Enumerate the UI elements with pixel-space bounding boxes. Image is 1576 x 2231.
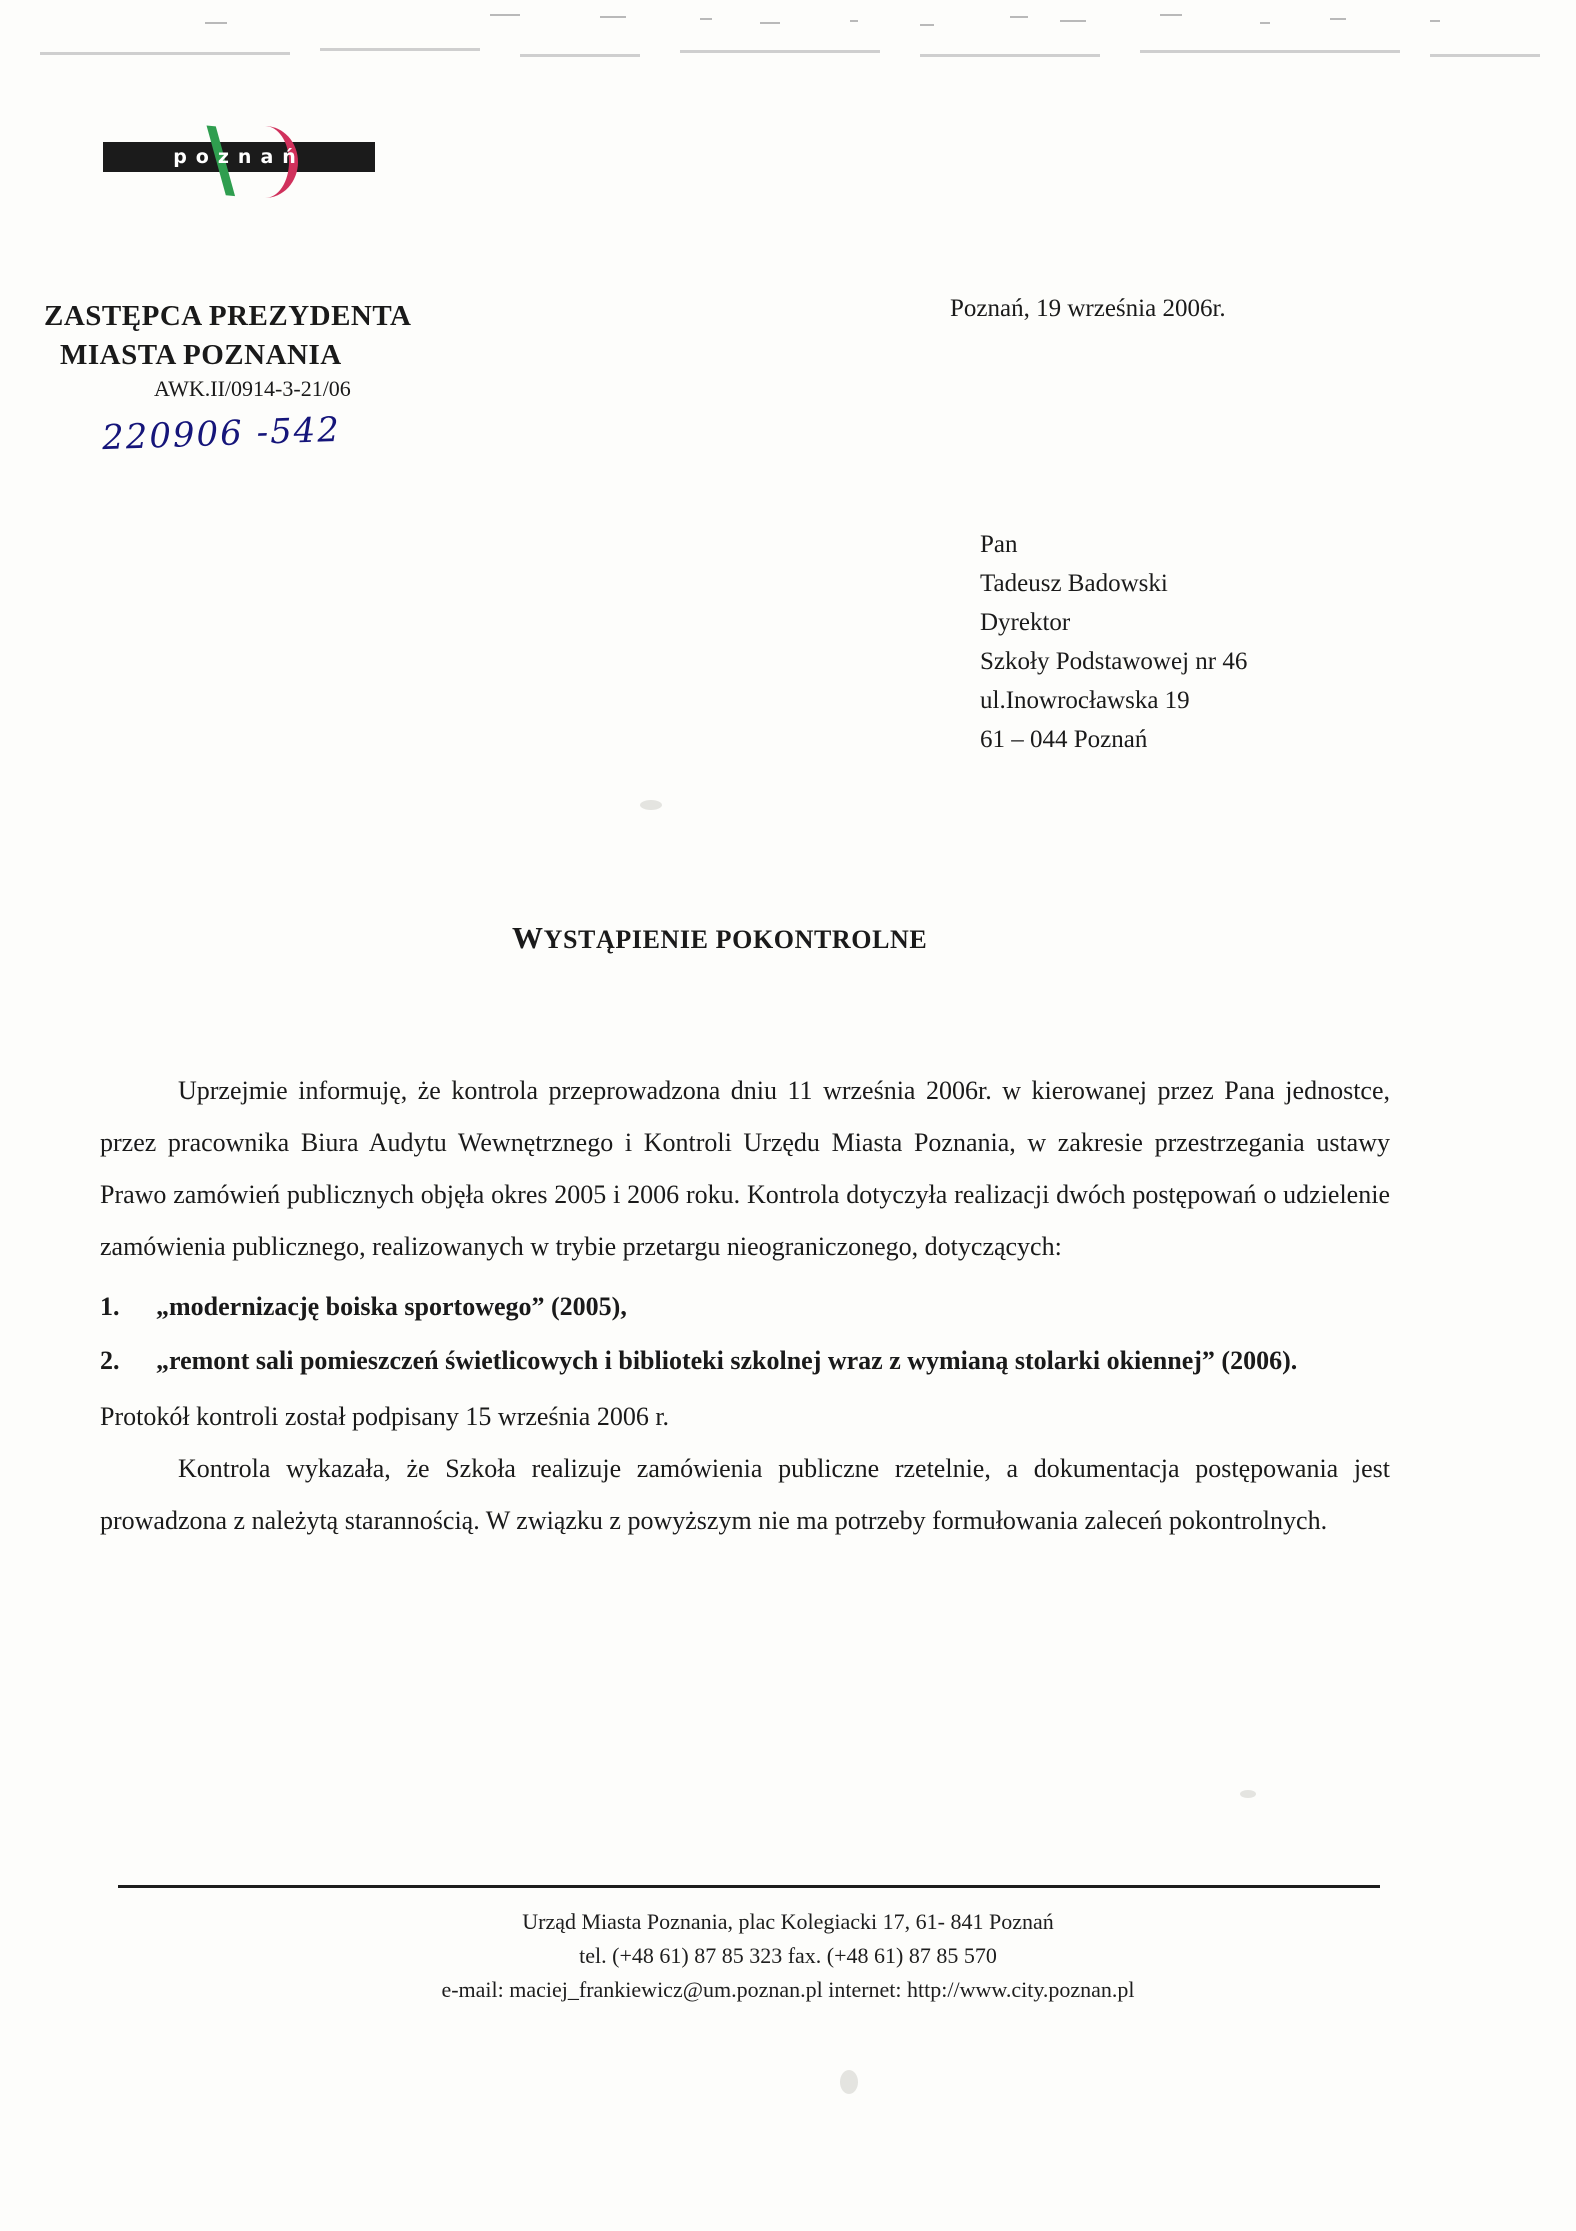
addressee-block [980, 525, 1247, 759]
list-item-number: 1. [100, 1292, 120, 1321]
logo-text: poznań [173, 146, 305, 168]
page-title-first-letter: W [512, 920, 544, 955]
list-item-label: „remont sali pomieszczeń świetlicowych i biblioteki szkolnej wraz z wymianą stolarki okiennej” (2006). [156, 1346, 1298, 1375]
addressee-position: Dyrektor [980, 609, 1071, 636]
scan-speckle [1240, 1790, 1256, 1798]
scan-artifacts [0, 0, 1576, 90]
page-title-rest: YSTĄPIENIE POKONTROLNE [543, 925, 928, 954]
footer-address: Urząd Miasta Poznania, plac Kolegiacki 17, 61- 841 Poznań [522, 1909, 1054, 1934]
footer-block [0, 1905, 1576, 2007]
body-paragraph-1: Uprzejmie informuję, że kontrola przeprowadzona dniu 11 września 2006r. w kierowanej przez Pana jednostce, przez pracownika Biura Audytu Wewnętrznego i Kontroli Urzędu Miasta Poznania, w zakresie przestrzegania ustawy Prawo zamówień publicznych objęła okres 2005 i 2006 roku. Kontrola dotyczyła realizacji dwóch postępowań o udzielenie zamówienia publicznego, realizowanych w trybie przetargu nieograniczonego, dotyczących: [100, 1076, 1390, 1261]
list-item [100, 1335, 1390, 1387]
document-date: Poznań, 19 września 2006r. [950, 295, 1226, 322]
footer-divider [118, 1885, 1380, 1888]
addressee-salutation: Pan [980, 531, 1018, 558]
list-item-number: 2. [100, 1346, 120, 1375]
procurement-list [100, 1281, 1390, 1387]
document-reference-number: AWK.II/0914-3-21/06 [154, 376, 351, 401]
poznan-logo [95, 120, 385, 210]
list-item [100, 1281, 1390, 1333]
handwritten-annotation: 220906 -542 [101, 409, 342, 459]
sender-title-line2: MIASTA POZNANIA [60, 339, 342, 371]
addressee-street: ul.Inowrocławska 19 [980, 687, 1190, 714]
footer-phone: tel. (+48 61) 87 85 323 fax. (+48 61) 87 85 570 [579, 1943, 997, 1968]
sender-title-line1: ZASTĘPCA PREZYDENTA [44, 300, 412, 332]
scan-speckle [840, 2070, 858, 2094]
body-paragraph-2: Protokół kontroli został podpisany 15 września 2006 r. [100, 1402, 670, 1431]
list-item-label: „modernizację boiska sportowego” (2005), [156, 1292, 627, 1321]
body-paragraph-3: Kontrola wykazała, że Szkoła realizuje zamówienia publiczne rzetelnie, a dokumentacja postępowania jest prowadzona z należytą starannością. W związku z powyższym nie ma potrzeby formułowania zaleceń pokontrolnych. [100, 1454, 1390, 1535]
scan-speckle [640, 800, 662, 810]
footer-contact: e-mail: maciej_frankiewicz@um.poznan.pl internet: http://www.city.poznan.pl [441, 1977, 1135, 2002]
addressee-city: 61 – 044 Poznań [980, 726, 1148, 753]
addressee-name: Tadeusz Badowski [980, 570, 1168, 597]
document-body [100, 1065, 1390, 1551]
sender-block [44, 300, 644, 459]
page-title [512, 920, 927, 956]
addressee-institution: Szkoły Podstawowej nr 46 [980, 648, 1248, 675]
